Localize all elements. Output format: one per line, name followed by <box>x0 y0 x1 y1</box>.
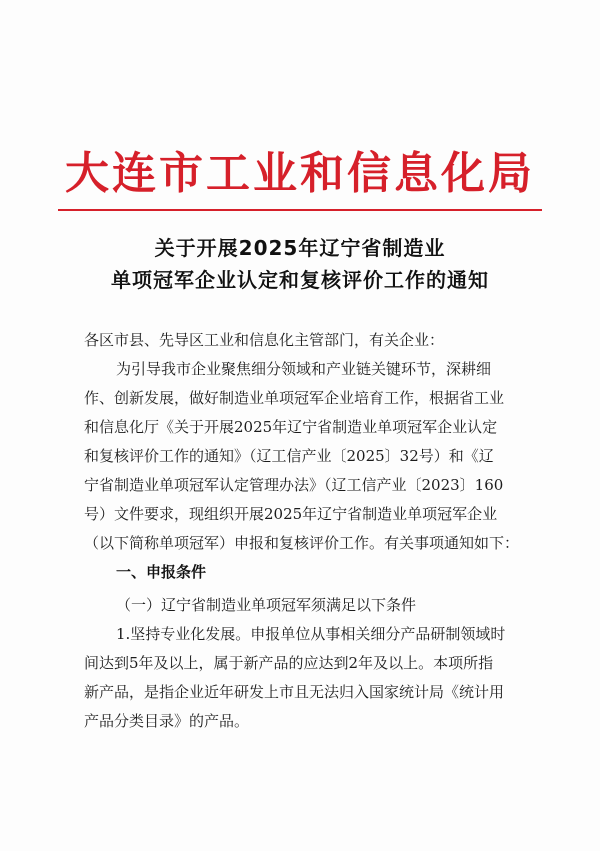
intro-line-5: 宁省制造业单项冠军认定管理办法》（辽工信产业〔2023〕160 <box>84 476 504 494</box>
intro-line-6: 号）文件要求，现组织开展2025年辽宁省制造业单项冠军企业 <box>84 505 498 523</box>
intro-line-1: 为引导我市企业聚焦细分领域和产业链关键环节，深耕细 <box>116 360 492 378</box>
item-1-line-1: 1.坚持专业化发展。申报单位从事相关细分产品研制领域时 <box>116 625 506 643</box>
issuing-organization-header: 大连市工业和信息化局 <box>65 148 535 199</box>
intro-line-4: 和复核评价工作的通知》（辽工信产业〔2025〕32号）和《辽 <box>84 447 494 465</box>
document-title-line-1: 关于开展2025年辽宁省制造业 <box>154 236 446 260</box>
red-header-rule <box>58 209 542 211</box>
salutation: 各区市县、先导区工业和信息化主管部门，有关企业： <box>84 331 445 349</box>
item-1-line-3: 新产品，是指企业近年研发上市且无法归入国家统计局《统计用 <box>84 683 505 701</box>
item-1-line-2: 间达到5年及以上，属于新产品的应达到2年及以上。本项所指 <box>84 654 494 672</box>
intro-line-2: 作、创新发展，做好制造业单项冠军企业培育工作，根据省工业 <box>84 389 505 407</box>
document-title-line-2: 单项冠军企业认定和复核评价工作的通知 <box>111 268 489 292</box>
item-1-line-4: 产品分类目录》的产品。 <box>84 712 250 730</box>
intro-line-3: 和信息化厅《关于开展2025年辽宁省制造业单项冠军企业认定 <box>84 418 498 436</box>
section-1-heading: 一、申报条件 <box>116 563 207 581</box>
intro-line-7: （以下简称单项冠军）申报和复核评价工作。有关事项通知如下： <box>84 534 520 552</box>
section-1-subheading: （一）辽宁省制造业单项冠军须满足以下条件 <box>116 596 417 614</box>
